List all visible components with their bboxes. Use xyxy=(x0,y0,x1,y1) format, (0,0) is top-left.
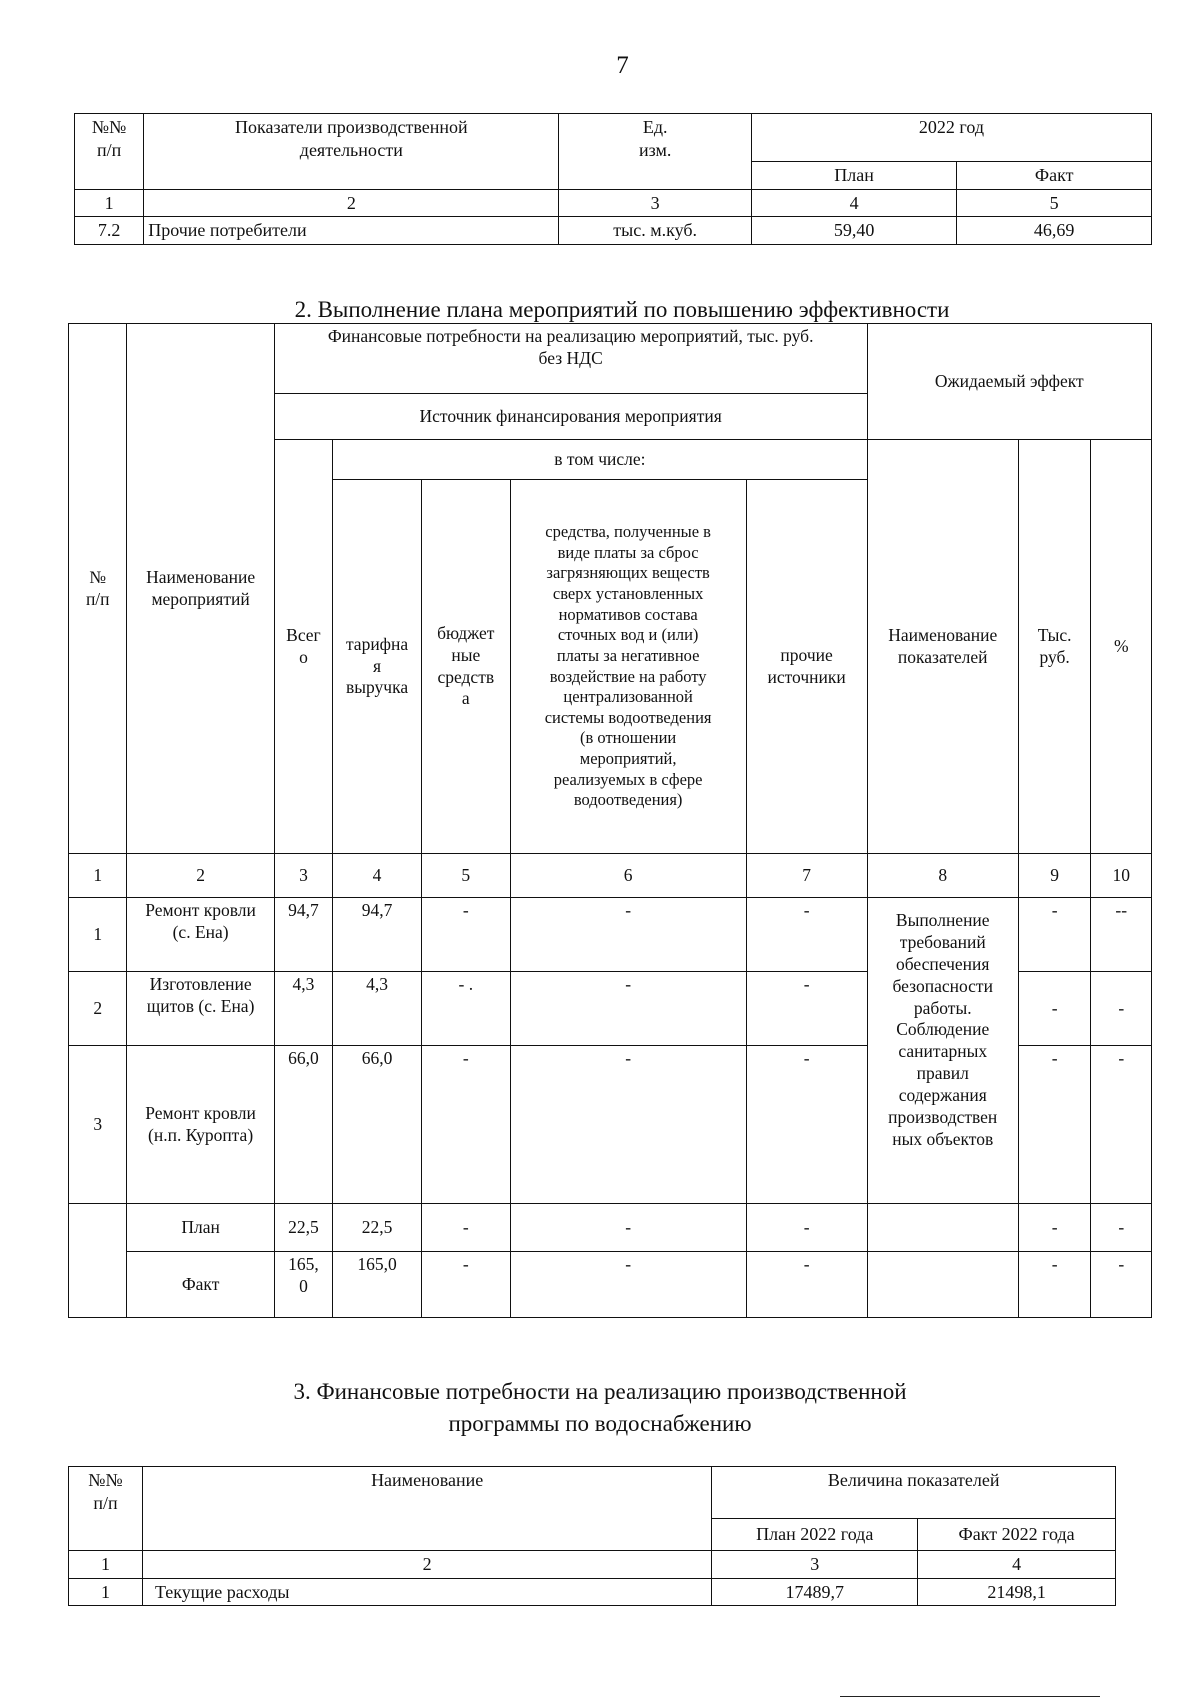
financial-needs-table xyxy=(68,1466,1116,1606)
row-name: Текущие расходы xyxy=(142,1578,711,1606)
row-num: 1 xyxy=(69,898,127,972)
header-num: № п/п xyxy=(69,324,127,854)
production-indicators-table xyxy=(74,113,1152,245)
table-row xyxy=(75,217,1152,245)
row-budget: - . xyxy=(421,972,510,1046)
summary-row-plan xyxy=(69,1204,1152,1252)
summary-total: 165, 0 xyxy=(274,1252,332,1318)
row-total: 4,3 xyxy=(274,972,332,1046)
row-budget: - xyxy=(421,898,510,972)
summary-other: - xyxy=(746,1204,867,1252)
summary-total: 22,5 xyxy=(274,1204,332,1252)
row-num: 2 xyxy=(69,972,127,1046)
header-effect-pct: % xyxy=(1091,440,1152,854)
summary-other: - xyxy=(746,1252,867,1318)
row-fees: - xyxy=(510,898,746,972)
row-fees: - xyxy=(510,1046,746,1204)
summary-row-fact xyxy=(69,1252,1152,1318)
summary-effect-empty xyxy=(867,1204,1018,1252)
table-row xyxy=(69,1578,1116,1606)
index-cell: 1 xyxy=(69,1551,143,1579)
row-name: Ремонт кровли (с. Ена) xyxy=(127,898,274,972)
page-number: 7 xyxy=(616,52,629,79)
summary-fees: - xyxy=(510,1252,746,1318)
header-name: Наименование xyxy=(142,1467,711,1551)
index-cell: 2 xyxy=(127,854,274,898)
header-including: в том числе: xyxy=(333,440,867,480)
summary-tariff: 22,5 xyxy=(333,1204,422,1252)
index-cell: 10 xyxy=(1091,854,1152,898)
row-rub: - xyxy=(1018,972,1091,1046)
index-cell: 6 xyxy=(510,854,746,898)
index-cell: 9 xyxy=(1018,854,1091,898)
header-effect-name: Наименование показателей xyxy=(867,440,1018,854)
row-tariff: 4,3 xyxy=(333,972,422,1046)
summary-rub: - xyxy=(1018,1252,1091,1318)
index-cell: 4 xyxy=(333,854,422,898)
row-num: 1 xyxy=(69,1578,143,1606)
efficiency-measures-table xyxy=(68,323,1152,1318)
index-cell: 4 xyxy=(918,1551,1116,1579)
section-3-title: 3. Финансовые потребности на реализацию производственной программы по водоснабжению xyxy=(293,1379,907,1437)
index-cell: 5 xyxy=(957,189,1152,217)
row-total: 94,7 xyxy=(274,898,332,972)
row-name: Прочие потребители xyxy=(144,217,559,245)
summary-tariff: 165,0 xyxy=(333,1252,422,1318)
header-plan: План xyxy=(751,162,956,190)
row-plan: 59,40 xyxy=(751,217,956,245)
summary-budget: - xyxy=(421,1204,510,1252)
header-budget: бюджет ные средств а xyxy=(421,480,510,854)
index-cell: 3 xyxy=(274,854,332,898)
effect-description: Выполнение требований обеспечения безопасности работы. Соблюдение санитарных правил содержания производствен ных объектов xyxy=(867,898,1018,1204)
index-cell: 3 xyxy=(712,1551,918,1579)
section-2-title: 2. Выполнение плана мероприятий по повышению эффективности xyxy=(294,297,950,322)
row-rub: - xyxy=(1018,1046,1091,1204)
header-effect: Ожидаемый эффект xyxy=(867,324,1151,440)
header-fact: Факт xyxy=(957,162,1152,190)
header-fact: Факт 2022 года xyxy=(918,1519,1116,1551)
index-cell: 5 xyxy=(421,854,510,898)
index-cell: 8 xyxy=(867,854,1018,898)
header-num: №№ п/п xyxy=(69,1467,143,1551)
summary-name: План xyxy=(127,1204,274,1252)
summary-name: Факт xyxy=(127,1252,274,1318)
row-plan: 17489,7 xyxy=(712,1578,918,1606)
row-tariff: 94,7 xyxy=(333,898,422,972)
row-total: 66,0 xyxy=(274,1046,332,1204)
row-fees: - xyxy=(510,972,746,1046)
row-fact: 46,69 xyxy=(957,217,1152,245)
header-year: 2022 год xyxy=(751,114,1151,162)
header-plan: План 2022 года xyxy=(712,1519,918,1551)
row-rub: - xyxy=(1018,898,1091,972)
row-name: Ремонт кровли (н.п. Куропта) xyxy=(127,1046,274,1204)
row-pct: - xyxy=(1091,972,1152,1046)
index-cell: 2 xyxy=(144,189,559,217)
summary-pct: - xyxy=(1091,1204,1152,1252)
row-unit: тыс. м.куб. xyxy=(559,217,751,245)
index-cell: 1 xyxy=(69,854,127,898)
header-other: прочие источники xyxy=(746,480,867,854)
index-cell: 7 xyxy=(746,854,867,898)
header-financial: Финансовые потребности на реализацию мероприятий, тыс. руб. без НДС xyxy=(274,324,867,394)
header-fees: средства, полученные в виде платы за сброс загрязняющих веществ сверх установленных нормативов состава сточных вод и (или) платы за негативное воздействие на работу централизованной системы водоотведения (в отношении мероприятий, реализуемых в сфере водоотведения) xyxy=(510,480,746,854)
header-effect-rub: Тыс. руб. xyxy=(1018,440,1091,854)
index-cell: 1 xyxy=(75,189,144,217)
table-row xyxy=(69,898,1152,972)
row-budget: - xyxy=(421,1046,510,1204)
row-other: - xyxy=(746,898,867,972)
header-unit: Ед. изм. xyxy=(559,114,751,190)
summary-effect-empty xyxy=(867,1252,1018,1318)
row-num: 3 xyxy=(69,1046,127,1204)
header-tariff: тарифна я выручка xyxy=(333,480,422,854)
index-cell: 2 xyxy=(142,1551,711,1579)
summary-pct: - xyxy=(1091,1252,1152,1318)
header-indicator: Показатели производственной деятельности xyxy=(144,114,559,190)
row-fact: 21498,1 xyxy=(918,1578,1116,1606)
row-tariff: 66,0 xyxy=(333,1046,422,1204)
summary-fees: - xyxy=(510,1204,746,1252)
header-num: №№ п/п xyxy=(75,114,144,190)
summary-empty-cell xyxy=(69,1204,127,1318)
row-other: - xyxy=(746,1046,867,1204)
summary-budget: - xyxy=(421,1252,510,1318)
row-pct: -- xyxy=(1091,898,1152,972)
summary-rub: - xyxy=(1018,1204,1091,1252)
header-name: Наименование мероприятий xyxy=(127,324,274,854)
row-pct: - xyxy=(1091,1046,1152,1204)
header-total: Всег о xyxy=(274,440,332,854)
row-num: 7.2 xyxy=(75,217,144,245)
index-cell: 3 xyxy=(559,189,751,217)
header-values: Величина показателей xyxy=(712,1467,1116,1519)
index-cell: 4 xyxy=(751,189,956,217)
row-other: - xyxy=(746,972,867,1046)
header-source: Источник финансирования мероприятия xyxy=(274,394,867,440)
footer-divider xyxy=(840,1696,1100,1697)
row-name: Изготовление щитов (с. Ена) xyxy=(127,972,274,1046)
